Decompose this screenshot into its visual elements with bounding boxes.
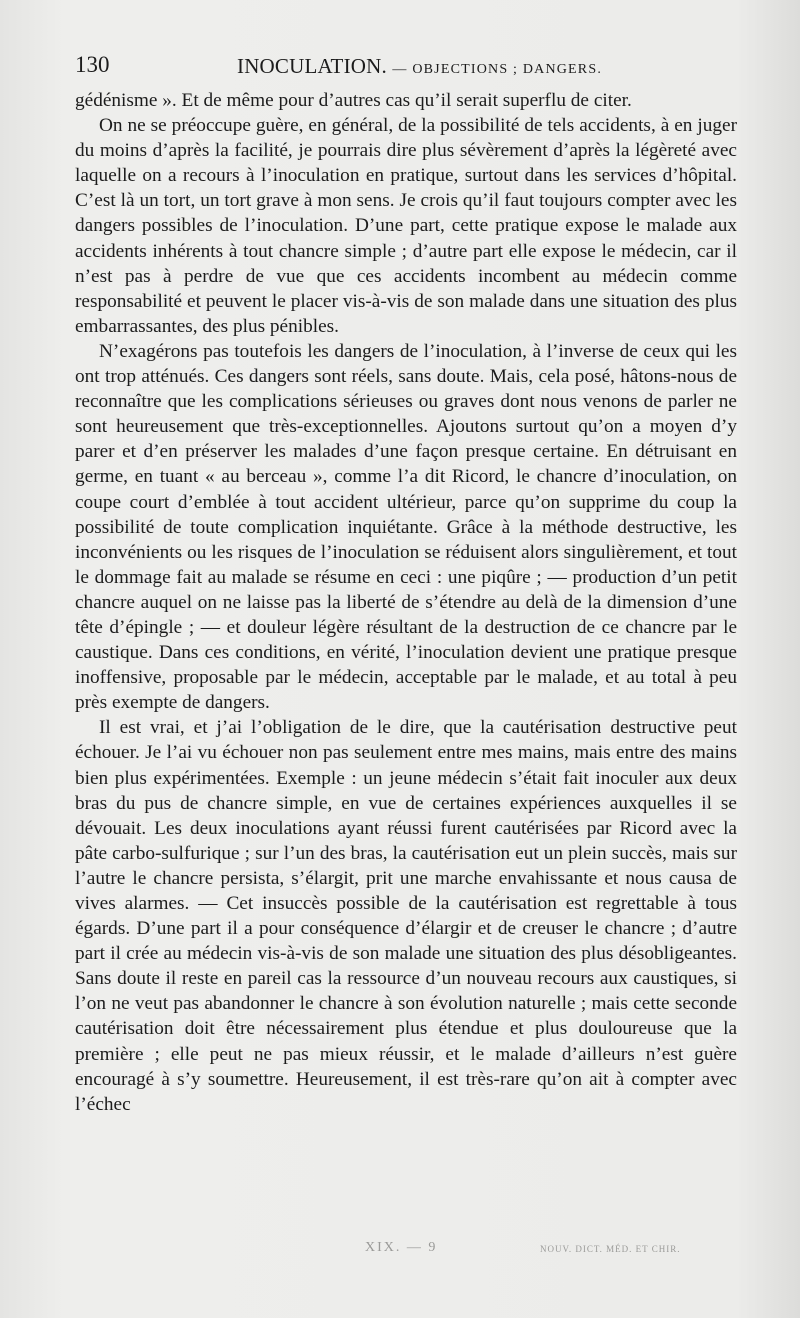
running-title: INOCULATION. — [237, 54, 387, 78]
running-subtitle: — OBJECTIONS ; DANGERS. — [392, 62, 603, 77]
page-header — [75, 52, 737, 82]
signature-mark: XIX. — 9 — [365, 1240, 438, 1255]
running-head — [237, 54, 602, 79]
publisher-mark: NOUV. DICT. MÉD. ET CHIR. — [540, 1244, 681, 1254]
paragraph: On ne se préoccupe guère, en général, de la possibilité de tels accidents, à en juger du moins d’après la facilité, je pourrais dire plus sévèrement d’après la légèreté avec laquelle on a recours à l’inoculation en pratique, surtout dans les services d’hôpital. C’est là un tort, un tort grave à mon sens. Je crois qu’il faut toujours compter avec les dangers possibles de l’inoculation. D’une part, cette pratique expose le malade aux accidents inhérents à tout chancre simple ; d’autre part elle expose le médecin, car il n’est pas à perdre de vue que ces accidents incombent au médecin comme responsabilité et peuvent le placer vis-à-vis de son malade dans une situation des plus embarrassantes, des plus pénibles. — [75, 115, 737, 337]
paragraph: Il est vrai, et j’ai l’obligation de le dire, que la cautérisation destructive peut échouer. Je l’ai vu échouer non pas seulement entre mes mains, mais entre des mains bien plus expérimentées. Exemple : un jeune médecin s’était fait inoculer aux deux bras du pus de chancre simple, en vue de certaines expériences auxquelles il se dévouait. Les deux inoculations ayant réussi furent cautérisées par Ricord avec la pâte carbo-sulfurique ; sur l’un des bras, la cautérisation eut un plein succès, mais sur l’autre le chancre persista, s’élargit, prit une marche envahissante et nous causa de vives alarmes. — Cet insuccès possible de la cautérisation est regrettable à tous égards. D’une part il a pour conséquence d’élargir et de creuser le chancre ; d’autre part il crée au médecin vis-à-vis de son malade une situation des plus désobligeantes. Sans doute il reste en pareil cas la ressource d’un nouveau recours aux caustiques, si l’on ne veut pas abandonner le chancre à son évolution naturelle ; mais cette seconde cautérisation doit être nécessairement plus étendue et plus douloureuse que la première ; elle peut ne pas mieux réussir, et le malade d’ailleurs n’est guère encouragé à s’y soumettre. Heureusement, il est très-rare qu’on ait à compter avec l’échec — [75, 717, 737, 1115]
body-text — [75, 88, 737, 1117]
page-number: 130 — [75, 52, 110, 77]
paragraph-continuation: gédénisme ». Et de même pour d’autres cas qu’il serait superflu de citer. — [75, 90, 632, 111]
paragraph: N’exagérons pas toutefois les dangers de l’inoculation, à l’inverse de ceux qui les ont trop atténués. Ces dangers sont réels, sans doute. Mais, cela posé, hâtons-nous de reconnaître que les complications sérieuses ou graves dont nous venons de parler ne sont heureusement que très-exceptionnelles. Ajoutons surtout qu’on a moyen d’y parer et d’en préserver les malades d’une façon presque certaine. En détruisant en germe, en tuant « au berceau », comme l’a dit Ricord, le chancre d’inoculation, on coupe court d’emblée à tout accident ultérieur, parce qu’on supprime du coup la possibilité de toute complication inquiétante. Grâce à la méthode destructive, les inconvénients ou les risques de l’inoculation se réduisent alors singulièrement, et tout le dommage fait au malade se résume en ceci : une piqûre ; — production d’un petit chancre auquel on ne laisse pas la liberté de s’étendre au delà de la dimension d’une tête d’épingle ; — et douleur légère résultant de la destruction de ce chancre par le caustique. Dans ces conditions, en vérité, l’inoculation devient une pratique presque inoffensive, proposable par le médecin, acceptable par le malade, et au total à peu près exempte de dangers. — [75, 340, 737, 714]
page-footer — [75, 1240, 737, 1260]
